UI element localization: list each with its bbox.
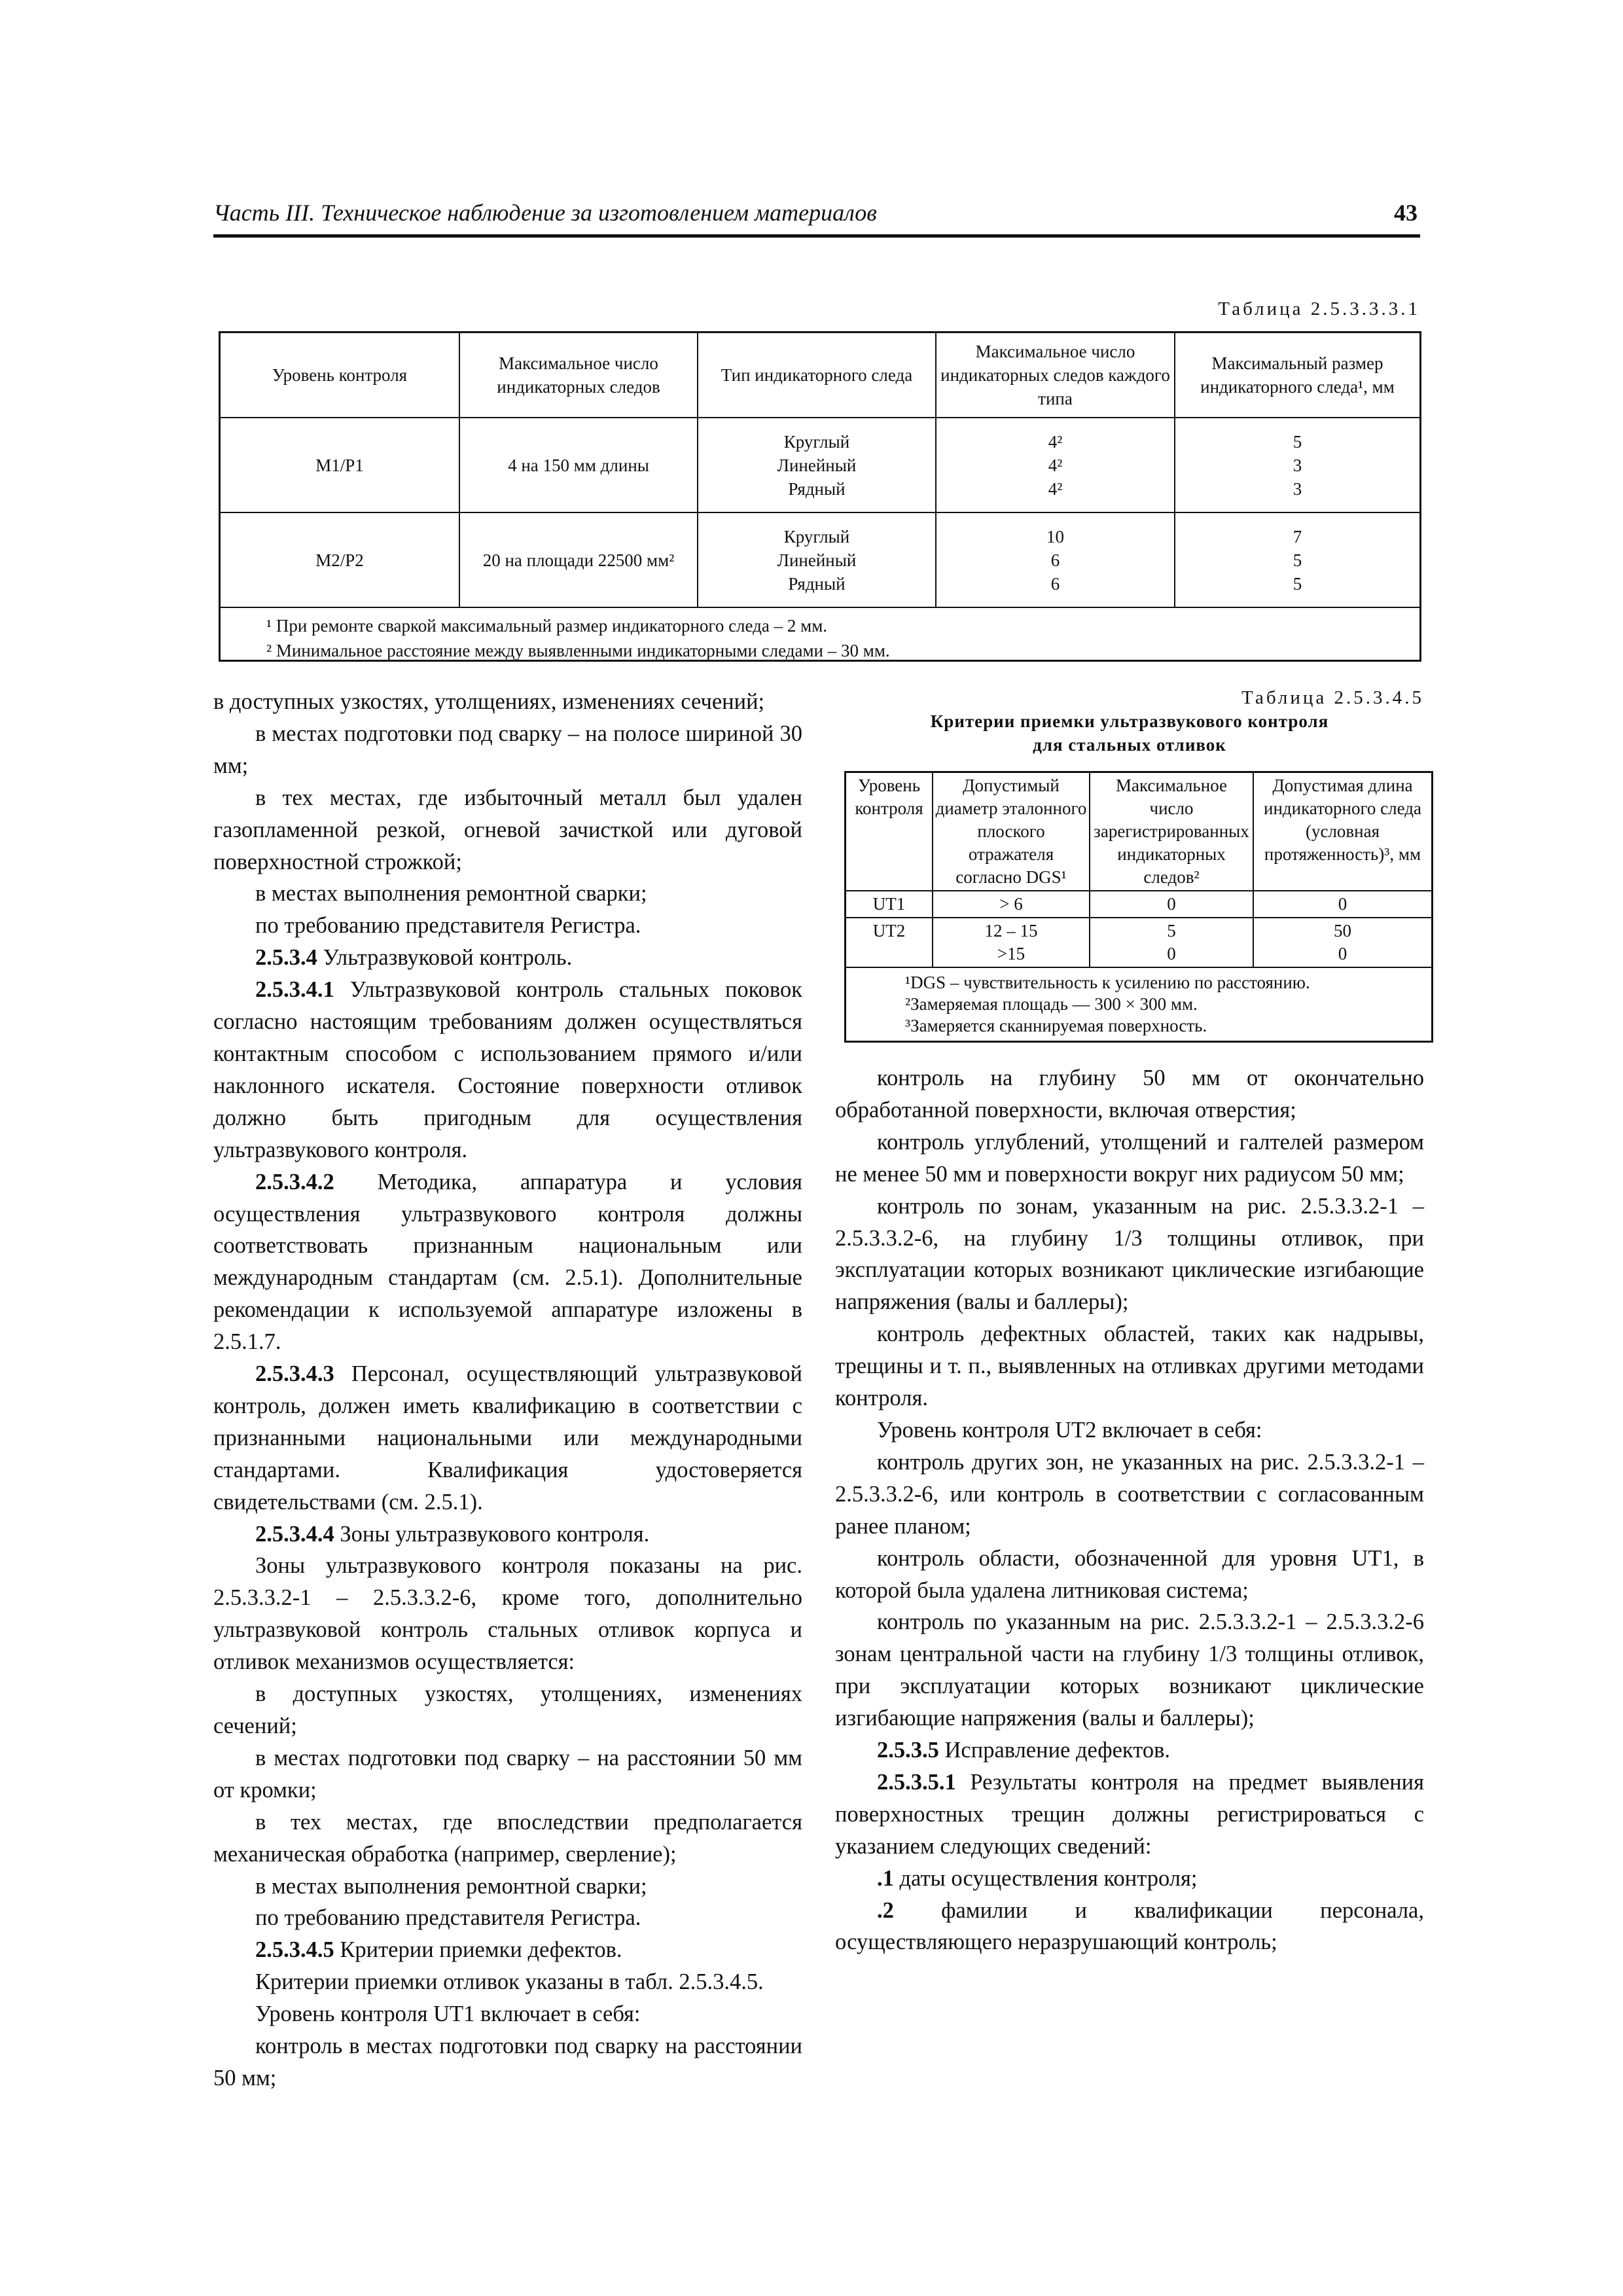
paragraph bbox=[835, 1191, 1424, 1319]
table1-max-count-cell: 4 на 150 мм длины bbox=[459, 418, 698, 512]
table-row bbox=[846, 891, 1431, 918]
table1-max-size: 3 bbox=[1293, 478, 1302, 499]
table2-count: 5 bbox=[1167, 921, 1176, 941]
right-column bbox=[835, 686, 1424, 1958]
running-header bbox=[213, 194, 1420, 238]
paragraph bbox=[213, 782, 802, 878]
table1-types-cell bbox=[698, 418, 936, 512]
section-title: Зоны ультразвукового контроля. bbox=[334, 1521, 650, 1547]
paragraph bbox=[213, 1998, 802, 2030]
paragraph bbox=[835, 1126, 1424, 1191]
section-heading bbox=[213, 1518, 802, 1551]
table1-max-size: 5 bbox=[1293, 550, 1302, 570]
table1-type: Круглый bbox=[783, 431, 850, 452]
paragraph bbox=[213, 718, 802, 782]
table2-diameter-cell: > 6 bbox=[933, 891, 1090, 918]
section-number: 2.5.3.4.4 bbox=[255, 1521, 334, 1547]
section-number: 2.5.3.5.1 bbox=[877, 1769, 956, 1795]
table2-title-line: Критерии приемки ультразвукового контроля bbox=[930, 711, 1329, 731]
table2-header-cell: Допустимый диаметр эталонного плоского отражателя согласно DGS¹ bbox=[933, 773, 1090, 891]
paragraph-text: в местах выполнения ремонтной сварки; bbox=[255, 881, 647, 906]
table2-header-cell: Максимальное число зарегистрированных индикаторных следов² bbox=[1090, 773, 1253, 891]
table2-block bbox=[835, 686, 1424, 1043]
table2-footnote: ³Замеряется сканнируемая поверхность. bbox=[905, 1016, 1207, 1035]
paragraph bbox=[213, 1166, 802, 1358]
paragraph-text: в доступных узкостях, утолщениях, изменениях сечений; bbox=[213, 1681, 802, 1738]
table2-title bbox=[835, 709, 1424, 757]
table2-length-cell: 0 bbox=[1253, 891, 1431, 918]
paragraph bbox=[213, 1806, 802, 1871]
table1-max-size-cell bbox=[1175, 512, 1419, 607]
list-item-number: .2 bbox=[877, 1897, 894, 1923]
table1-footnote: ¹ При ремонте сваркой максимальный размер индикаторного следа – 2 мм. bbox=[266, 616, 828, 636]
section-number: 2.5.3.5 bbox=[877, 1738, 939, 1763]
paragraph-text: контроль других зон, не указанных на рис. 2.5.3.3.2-1 – 2.5.3.3.2-6, или контроль в соответствии с согласованным ранее планом; bbox=[835, 1449, 1424, 1539]
table1-header-cell: Уровень контроля bbox=[221, 333, 459, 418]
section-heading bbox=[213, 942, 802, 974]
paragraph-text: Зоны ультразвукового контроля показаны на рис. 2.5.3.3.2-1 – 2.5.3.3.2-6, кроме того, дополнительно ультразвуковой контроль стальных отливок корпуса и отливок механизмов осуществляется: bbox=[213, 1553, 802, 1675]
left-column bbox=[213, 686, 802, 2094]
paragraph bbox=[213, 1550, 802, 1678]
table2-length-cell bbox=[1253, 918, 1431, 967]
table2-diameter-cell bbox=[933, 918, 1090, 967]
section-title: Ультразвуковой контроль. bbox=[317, 945, 573, 971]
table1-per-type: 10 bbox=[1046, 526, 1064, 547]
paragraph-text: по требованию представителя Регистра. bbox=[255, 913, 641, 939]
table1-max-size: 3 bbox=[1293, 455, 1302, 475]
table1-max-size: 5 bbox=[1293, 431, 1302, 452]
table1-max-size-cell bbox=[1175, 418, 1419, 512]
table2-level-cell: UT2 bbox=[846, 918, 933, 967]
paragraph-text: Персонал, осуществляющий ультразвуковой контроль, должен иметь квалификацию в соответствии с признанными национальными или международными стандартами. Квалификация удостоверяется свидетельствами (см. 2.5.1). bbox=[213, 1361, 802, 1515]
table1-per-type: 6 bbox=[1050, 573, 1060, 594]
table1-header-cell: Максимальный размер индикаторного следа¹, мм bbox=[1175, 333, 1419, 418]
paragraph-text: Ультразвуковой контроль стальных поковок согласно настоящим требованиям должен осуществляться контактным способом с использованием прямого и/или наклонного искателя. Состояние поверхности отливок должно быть пригодным для осуществления ультразвукового контроля. bbox=[213, 977, 802, 1162]
table1-type: Круглый bbox=[783, 526, 850, 547]
table1-max-count-cell: 20 на площади 22500 мм² bbox=[459, 512, 698, 607]
paragraph-text: контроль области, обозначенной для уровня UT1, в которой была удалена литниковая система; bbox=[835, 1545, 1424, 1603]
paragraph-text: в доступных узкостях, утолщениях, изменениях сечений; bbox=[213, 689, 765, 714]
table2-length: 0 bbox=[1338, 944, 1347, 963]
paragraph-text: контроль углублений, утолщений и галтелей размером не менее 50 мм и поверхности вокруг них радиусом 50 мм; bbox=[835, 1129, 1424, 1187]
paragraph bbox=[835, 1414, 1424, 1446]
table1 bbox=[219, 331, 1421, 662]
table1-per-type-cell bbox=[936, 512, 1175, 607]
section-heading bbox=[835, 1734, 1424, 1767]
paragraph bbox=[213, 1742, 802, 1806]
table2-title-line: для стальных отливок bbox=[1033, 735, 1226, 755]
table2-footnote-row bbox=[846, 967, 1431, 1041]
table1-per-type: 6 bbox=[1050, 550, 1060, 570]
paragraph-text: в местах подготовки под сварку – на расстоянии 50 мм от кромки; bbox=[213, 1745, 802, 1803]
paragraph-text: Уровень контроля UT1 включает в себя: bbox=[255, 2001, 641, 2027]
table2-count: 0 bbox=[1167, 944, 1176, 963]
table1-level-cell: M2/P2 bbox=[221, 512, 459, 607]
paragraph-text: Уровень контроля UT2 включает в себя: bbox=[877, 1417, 1262, 1443]
table1-header-cell: Максимальное число индикаторных следов каждого типа bbox=[936, 333, 1175, 418]
paragraph bbox=[213, 1678, 802, 1742]
paragraph bbox=[213, 1902, 802, 1934]
paragraph bbox=[213, 1871, 802, 1903]
table1-type: Рядный bbox=[788, 478, 846, 499]
section-heading bbox=[213, 1934, 802, 1966]
paragraph bbox=[835, 1767, 1424, 1863]
paragraph bbox=[835, 1606, 1424, 1734]
paragraph-text: Критерии приемки отливок указаны в табл. 2.5.3.4.5. bbox=[255, 1969, 764, 1995]
table2-header-cell: Допустимая длина индикаторного следа (условная протяженность)³, мм bbox=[1253, 773, 1431, 891]
table2-diameter: 12 – 15 bbox=[984, 921, 1038, 941]
paragraph-text: в тех местах, где впоследствии предполагается механическая обработка (например, сверление); bbox=[213, 1809, 802, 1867]
table-row bbox=[846, 918, 1431, 967]
paragraph-text: Результаты контроля на предмет выявления поверхностных трещин должны регистрироваться с указанием следующих сведений: bbox=[835, 1769, 1424, 1859]
list-item-text: даты осуществления контроля; bbox=[893, 1865, 1198, 1891]
section-number: 2.5.3.4.1 bbox=[255, 977, 334, 1003]
table2-header-row bbox=[846, 773, 1431, 891]
paragraph-text: в местах выполнения ремонтной сварки; bbox=[255, 1873, 647, 1899]
section-number: 2.5.3.4.2 bbox=[255, 1169, 334, 1194]
paragraph-text: в тех местах, где избыточный металл был удален газопламенной резкой, огневой зачисткой или дуговой поверхностной строжкой; bbox=[213, 785, 802, 874]
table1-footnotes bbox=[221, 607, 1419, 680]
paragraph bbox=[213, 974, 802, 1166]
table1-type: Линейный bbox=[777, 550, 857, 570]
paragraph-text: контроль в местах подготовки под сварку на расстоянии 50 мм; bbox=[213, 2034, 802, 2090]
table2-count-cell bbox=[1090, 918, 1253, 967]
table1-header-cell: Тип индикаторного следа bbox=[698, 333, 936, 418]
table1-per-type: 4² bbox=[1048, 455, 1063, 475]
paragraph-text: контроль по зонам, указанным на рис. 2.5.3.3.2-1 – 2.5.3.3.2-6, на глубину 1/3 толщины отливок, при эксплуатации которых возникают циклические изгибающие напряжения (валы и баллеры); bbox=[835, 1193, 1424, 1315]
paragraph-text: по требованию представителя Регистра. bbox=[255, 1905, 641, 1931]
list-item bbox=[835, 1895, 1424, 1959]
table2-footnote: ¹DGS – чувствительность к усилению по расстоянию. bbox=[905, 973, 1310, 992]
paragraph bbox=[835, 1543, 1424, 1607]
paragraph bbox=[213, 686, 802, 718]
table2-header-cell: Уровень контроля bbox=[846, 773, 933, 891]
paragraph bbox=[213, 878, 802, 910]
table1-per-type: 4² bbox=[1048, 478, 1063, 499]
list-item bbox=[835, 1863, 1424, 1895]
table-row bbox=[221, 512, 1419, 607]
table1-caption: Таблица 2.5.3.3.3.1 bbox=[1218, 298, 1420, 319]
table1-level-cell: M1/P1 bbox=[221, 418, 459, 512]
table-row bbox=[221, 418, 1419, 512]
table2-level-cell: UT1 bbox=[846, 891, 933, 918]
table2-length: 50 bbox=[1334, 921, 1351, 941]
list-item-text: фамилии и квалификации персонала, осуществляющего неразрушающий контроль; bbox=[835, 1897, 1424, 1955]
paragraph bbox=[213, 2030, 802, 2094]
section-number: 2.5.3.4.3 bbox=[255, 1361, 334, 1387]
section-number: 2.5.3.4 bbox=[255, 945, 317, 971]
table1-types-cell bbox=[698, 512, 936, 607]
paragraph bbox=[213, 910, 802, 942]
table1-footnote-row bbox=[221, 607, 1419, 680]
list-item-number: .1 bbox=[877, 1865, 894, 1891]
paragraph bbox=[835, 1318, 1424, 1414]
paragraph bbox=[213, 1358, 802, 1518]
table2-count-cell: 0 bbox=[1090, 891, 1253, 918]
page-number: 43 bbox=[1394, 200, 1418, 226]
table2-caption: Таблица 2.5.3.4.5 bbox=[1241, 687, 1424, 708]
paragraph-text: в местах подготовки под сварку – на полосе шириной 30 мм; bbox=[213, 721, 802, 778]
paragraph-text: контроль дефектных областей, таких как надрывы, трещины и т. п., выявленных на отливках другими методами контроля. bbox=[835, 1321, 1424, 1411]
table1-footnote: ² Минимальное расстояние между выявленными индикаторными следами – 30 мм. bbox=[266, 641, 890, 660]
paragraph bbox=[835, 1446, 1424, 1543]
running-title: Часть III. Техническое наблюдение за изготовлением материалов bbox=[213, 200, 877, 226]
section-title: Критерии приемки дефектов. bbox=[334, 1937, 622, 1963]
table1-header-cell: Максимальное число индикаторных следов bbox=[459, 333, 698, 418]
paragraph bbox=[835, 1062, 1424, 1126]
table1-max-size: 5 bbox=[1293, 573, 1302, 594]
table1-per-type: 4² bbox=[1048, 431, 1063, 452]
paragraph-text: Методика, аппаратура и условия осуществления ультразвукового контроля должны соответствовать признанным национальным или международным стандартам (см. 2.5.1). Дополнительные рекомендации к используемой аппаратуре изложены в 2.5.1.7. bbox=[213, 1169, 802, 1355]
table1-type: Линейный bbox=[777, 455, 857, 475]
table2 bbox=[844, 771, 1433, 1043]
table1-header-row bbox=[221, 333, 1419, 418]
section-title: Исправление дефектов. bbox=[938, 1738, 1171, 1763]
table1-per-type-cell bbox=[936, 418, 1175, 512]
paragraph bbox=[213, 1966, 802, 1998]
section-number: 2.5.3.4.5 bbox=[255, 1937, 334, 1963]
table1-max-size: 7 bbox=[1293, 526, 1302, 547]
paragraph-text: контроль по указанным на рис. 2.5.3.3.2-1 – 2.5.3.3.2-6 зонам центральной части на глубину 1/3 толщины отливок, при эксплуатации которых возникают циклические изгибающие напряжения (валы и баллеры); bbox=[835, 1609, 1424, 1731]
table2-diameter: >15 bbox=[997, 944, 1026, 963]
table2-footnote: ²Замеряемая площадь — 300 × 300 мм. bbox=[905, 994, 1198, 1014]
table2-footnotes bbox=[846, 967, 1431, 1041]
paragraph-text: контроль на глубину 50 мм от окончательно обработанной поверхности, включая отверстия; bbox=[835, 1066, 1424, 1122]
table1-type: Рядный bbox=[788, 573, 846, 594]
